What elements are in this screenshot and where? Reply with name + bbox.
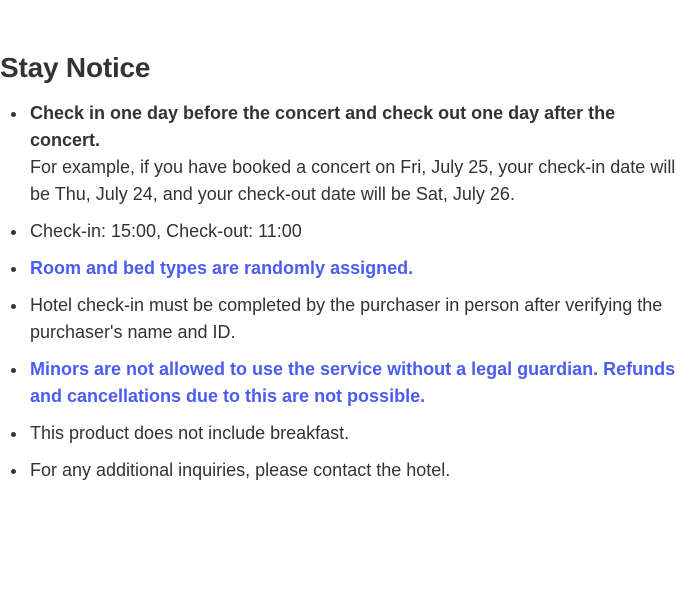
id-verification-text: Hotel check-in must be completed by the purchaser in person after verifying the purchaser's name and ID. [30,295,663,342]
notice-item-minors-policy [0,356,690,410]
check-times-text: Check-in: 15:00, Check-out: 11:00 [30,221,302,241]
notice-item-room-assignment [0,255,690,282]
check-in-rule-text: Check in one day before the concert and check out one day after the concert. [30,103,616,150]
bullet-icon [11,267,16,272]
stay-notice-title: Stay Notice [0,52,151,83]
notice-item-breakfast [0,420,690,447]
minors-policy-text: Minors are not allowed to use the service without a legal guardian. Refunds and cancellations due to this are not possible. [30,359,676,406]
notice-item-id-verification [0,292,690,346]
bullet-icon [11,230,16,235]
bullet-icon [11,112,16,117]
notice-item-check-times [0,218,690,245]
notice-item-check-in-rule [0,100,690,208]
notice-item-contact [0,457,690,484]
bullet-icon [11,432,16,437]
stay-notice-section [0,48,690,494]
bullet-icon [11,368,16,373]
check-in-example-text: For example, if you have booked a concert on Fri, July 25, your check-in date will be Thu, July 24, and your check-out date will be Sat, July 26. [30,157,676,204]
bullet-icon [11,304,16,309]
stay-notice-list [0,100,690,484]
room-assignment-text: Room and bed types are randomly assigned. [30,258,414,278]
bullet-icon [11,469,16,474]
breakfast-text: This product does not include breakfast. [30,423,350,443]
contact-text: For any additional inquiries, please contact the hotel. [30,460,451,480]
